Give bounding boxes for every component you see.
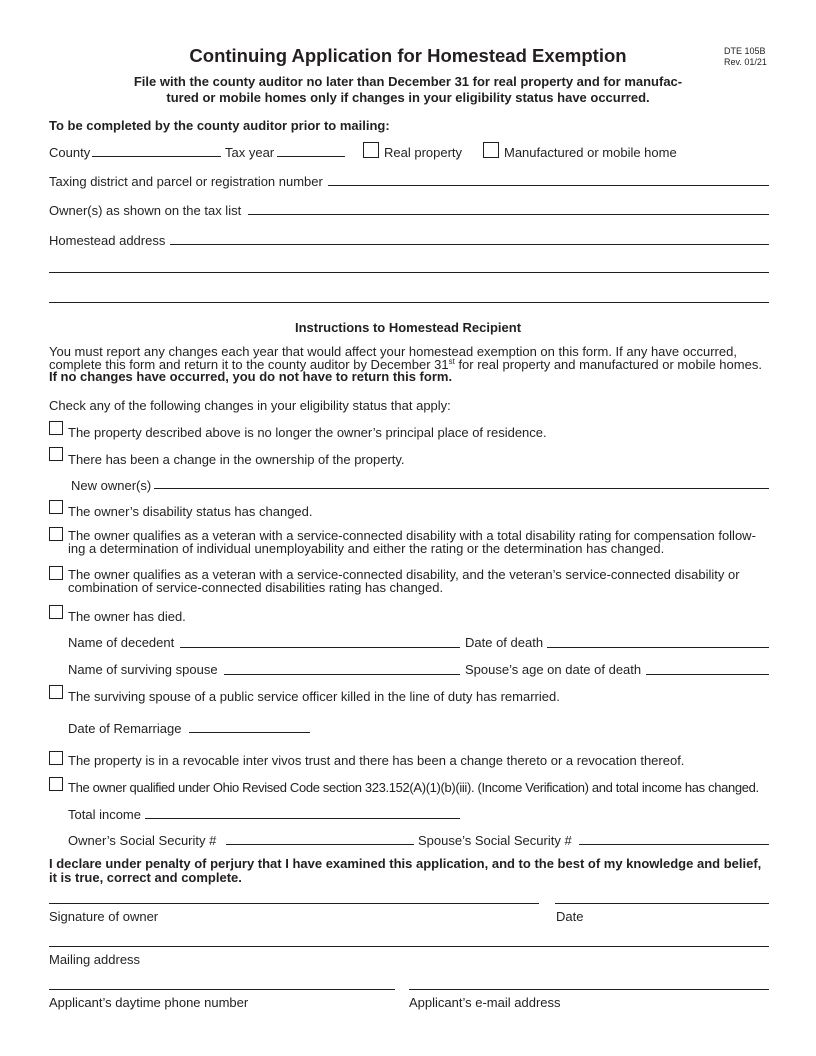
owners-field[interactable] xyxy=(248,214,769,215)
instructions-paragraph xyxy=(49,346,769,384)
real-property-checkbox[interactable] xyxy=(363,142,379,158)
county-label: County xyxy=(49,145,91,160)
phone-field[interactable] xyxy=(49,989,395,990)
new-owner-label: New owner(s) xyxy=(71,478,152,493)
manufactured-home-checkbox[interactable] xyxy=(483,142,499,158)
tax-year-label: Tax year xyxy=(225,145,275,160)
income-label: The owner qualified under Ohio Revised Code section 323.152(A)(1)(b)(iii). (Income Verification) and total income has changed. xyxy=(68,780,759,795)
form-id: DTE 105B xyxy=(724,46,766,56)
owner-ssn-field[interactable] xyxy=(226,844,414,845)
mailing-address-label: Mailing address xyxy=(49,952,141,967)
instructions-line-2: complete this form and return it to the county auditor by December 31st for real property and manufactured or mobile homes. xyxy=(49,356,762,372)
page-title: Continuing Application for Homestead Exemption xyxy=(189,45,627,66)
remarriage-date-label: Date of Remarriage xyxy=(68,721,182,736)
check-prompt: Check any of the following changes in your eligibility status that apply: xyxy=(49,398,451,413)
owner-died-label: The owner has died. xyxy=(68,609,186,624)
declaration-line-2: it is true, correct and complete. xyxy=(49,870,242,885)
ownership-change-label: There has been a change in the ownership of the property. xyxy=(68,452,405,467)
ownership-change-checkbox[interactable] xyxy=(49,447,63,461)
decedent-field[interactable] xyxy=(180,647,460,648)
subtitle-line-2: tured or mobile homes only if changes in your eligibility status have occurred. xyxy=(166,90,650,105)
spouse-age-label: Spouse’s age on date of death xyxy=(465,662,642,677)
tax-year-field[interactable] xyxy=(277,156,345,157)
veteran-total-rating-label: The owner qualifies as a veteran with a service-connected disability with a total disability rating for compensation follow- ing a determination of individual unemployability and either the rating or the determination has changed. xyxy=(68,528,756,556)
remarriage-date-field[interactable] xyxy=(189,732,310,733)
homestead-address-label: Homestead address xyxy=(49,233,166,248)
subtitle-line-1: File with the county auditor no later than December 31 for real property and for manufac- xyxy=(133,74,683,89)
owner-died-checkbox[interactable] xyxy=(49,605,63,619)
owners-label: Owner(s) as shown on the tax list xyxy=(49,203,242,218)
principal-residence-checkbox[interactable] xyxy=(49,421,63,435)
phone-label: Applicant’s daytime phone number xyxy=(49,995,249,1010)
email-label: Applicant’s e-mail address xyxy=(409,995,561,1010)
date-of-death-label: Date of death xyxy=(465,635,544,650)
date-label: Date xyxy=(556,909,584,924)
trust-checkbox[interactable] xyxy=(49,751,63,765)
real-property-label: Real property xyxy=(384,145,463,160)
veteran-total-rating-checkbox[interactable] xyxy=(49,527,63,541)
mailing-address-field[interactable] xyxy=(49,946,769,947)
total-income-label: Total income xyxy=(68,807,141,822)
declaration-line-1: I declare under penalty of perjury that I have examined this application, and to the best of my knowledge and belief, xyxy=(49,856,762,871)
surviving-spouse-label: Name of surviving spouse xyxy=(68,662,218,677)
homestead-address-field[interactable] xyxy=(170,244,769,245)
spouse-age-field[interactable] xyxy=(646,674,769,675)
veteran-combination-rating-checkbox[interactable] xyxy=(49,566,63,580)
remarried-checkbox[interactable] xyxy=(49,685,63,699)
taxing-district-label: Taxing district and parcel or registration number xyxy=(49,174,323,189)
signature-label: Signature of owner xyxy=(49,909,159,924)
total-income-field[interactable] xyxy=(145,818,460,819)
homestead-address-field-line-2[interactable] xyxy=(49,272,769,273)
new-owner-field[interactable] xyxy=(154,488,769,489)
veteran-combination-rating-label: The owner qualifies as a veteran with a service-connected disability, and the veteran’s service-connected disability or combination of service-connected disabilities rating has changed. xyxy=(68,567,740,595)
county-field[interactable] xyxy=(92,156,221,157)
date-field[interactable] xyxy=(555,903,769,904)
form-revision: Rev. 01/21 xyxy=(724,57,767,67)
instructions-line-3: If no changes have occurred, you do not have to return this form. xyxy=(49,369,453,384)
principal-residence-label: The property described above is no longer the owner’s principal place of residence. xyxy=(68,425,547,440)
decedent-label: Name of decedent xyxy=(68,635,175,650)
disability-status-checkbox[interactable] xyxy=(49,500,63,514)
email-field[interactable] xyxy=(409,989,769,990)
manufactured-home-label: Manufactured or mobile home xyxy=(504,145,677,160)
declaration xyxy=(49,857,769,885)
signature-field[interactable] xyxy=(49,903,539,904)
income-checkbox[interactable] xyxy=(49,777,63,791)
trust-label: The property is in a revocable inter vivos trust and there has been a change thereto or a revocation thereof. xyxy=(68,753,685,768)
spouse-ssn-label: Spouse’s Social Security # xyxy=(418,833,572,848)
taxing-district-field[interactable] xyxy=(328,185,769,186)
remarried-label: The surviving spouse of a public service officer killed in the line of duty has remarried. xyxy=(68,689,560,704)
disability-status-label: The owner’s disability status has changed. xyxy=(68,504,313,519)
instructions-heading: Instructions to Homestead Recipient xyxy=(294,320,522,335)
auditor-section-heading: To be completed by the county auditor prior to mailing: xyxy=(49,118,390,133)
owner-ssn-label: Owner’s Social Security # xyxy=(68,833,217,848)
homestead-address-field-line-3[interactable] xyxy=(49,302,769,303)
instructions-line-1: You must report any changes each year that would affect your homestead exemption on this form. If any have occurred, xyxy=(49,344,737,359)
date-of-death-field[interactable] xyxy=(547,647,769,648)
spouse-ssn-field[interactable] xyxy=(579,844,769,845)
surviving-spouse-field[interactable] xyxy=(224,674,460,675)
